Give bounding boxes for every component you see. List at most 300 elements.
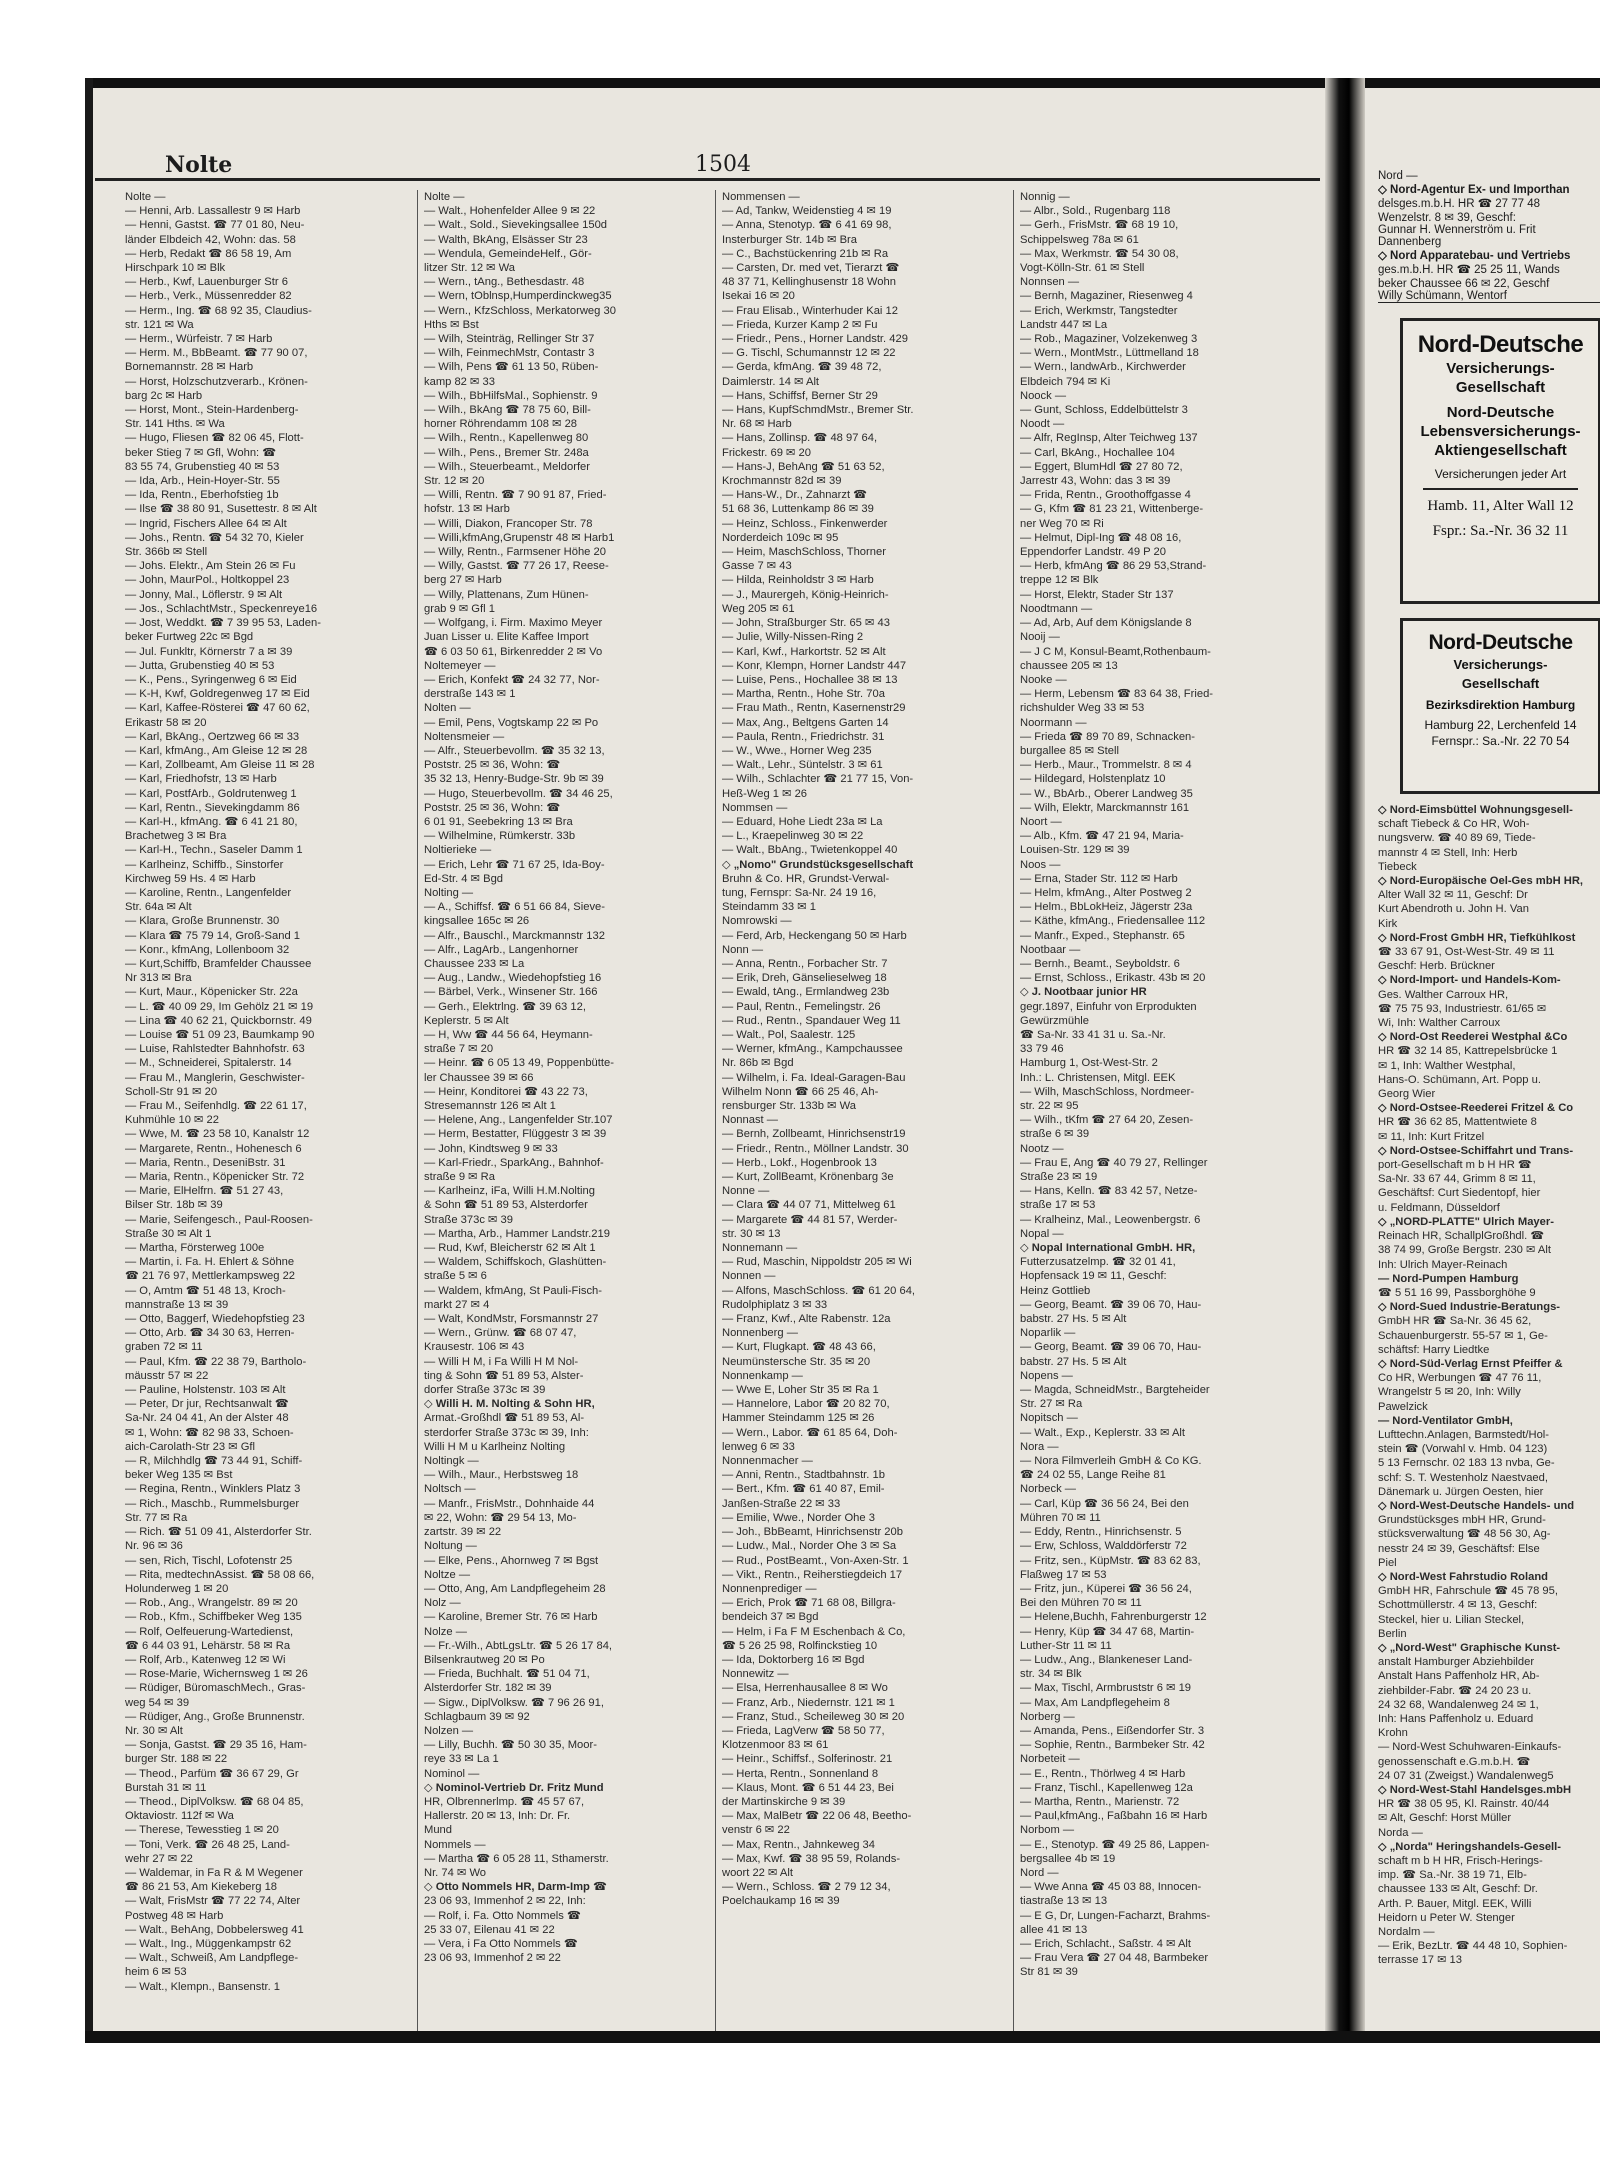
directory-entry: — Frau Math., Rentn, Kasernenstr29 [722, 702, 906, 715]
directory-entry: ◇ Nord-West-Deutsche Handels- und [1378, 1499, 1575, 1512]
directory-entry: — Jost, Weddkt. ☎ 7 39 95 53, Laden- [125, 617, 321, 630]
directory-entry: Nr 313 ✉ Bra [125, 972, 192, 985]
directory-entry: Burstah 31 ✉ 11 [125, 1781, 207, 1794]
directory-entry: — Hans-W., Dr., Zahnarzt ☎ [722, 489, 868, 502]
directory-entry: — Erik, BezLtr. ☎ 44 48 10, Sophien- [1378, 1940, 1568, 1953]
directory-entry: — Theod., Parfüm ☎ 36 67 29, Gr [125, 1767, 299, 1780]
directory-entry: Flaßweg 17 ✉ 53 [1020, 1568, 1107, 1581]
directory-entry: ◇ J. Nootbaar junior HR [1020, 986, 1147, 999]
facing-page-entries [1378, 803, 1600, 1968]
ad-line: Gesellschaft [1455, 379, 1546, 396]
directory-entry: Inh: Hans Paffenholz u. Eduard [1378, 1713, 1534, 1725]
directory-entry: wehr 27 ✉ 22 [125, 1852, 193, 1865]
directory-entry: — Erna, Stader Str. 112 ✉ Harb [1020, 872, 1178, 885]
directory-entry: 6 01 91, Seebekring 13 ✉ Bra [424, 815, 573, 828]
directory-entry: — Karlheinz, iFa, Willi H.M.Nolting [424, 1185, 595, 1198]
directory-entry: Insterburger Str. 14b ✉ Bra [722, 233, 857, 246]
column-3 [715, 190, 990, 2040]
directory-entry: — Joh., BbBeamt, Hinrichsenstr 20b [722, 1526, 903, 1539]
directory-entry: — Ida, Doktorberg 16 ✉ Bgd [722, 1653, 865, 1666]
directory-entry: chaussee 133 ✉ Alt, Geschf: Dr. [1378, 1883, 1538, 1896]
directory-entry: — O, Amtm ☎ 51 48 13, Kroch- [125, 1284, 286, 1297]
directory-entry: Nr. 74 ✉ Wo [424, 1866, 487, 1879]
directory-entry: Postweg 48 ✉ Harb [125, 1909, 224, 1922]
directory-entry: Norderdeich 109c ✉ 95 [722, 531, 839, 544]
directory-entry: Klotzenmoor 83 ✉ 61 [722, 1739, 829, 1752]
directory-entry: — Willi, Diakon, Francoper Str. 78 [424, 517, 593, 530]
directory-entry: — Manfr., Exped., Stephanstr. 65 [1020, 929, 1185, 942]
directory-entry: 38 74 99, Große Bergstr. 230 ✉ Alt [1378, 1244, 1551, 1257]
directory-entry: tiastraße 13 ✉ 13 [1020, 1895, 1108, 1908]
directory-entry: GmbH HR ☎ Sa-Nr. 36 45 62, [1378, 1315, 1532, 1328]
directory-entry: Noltemeyer — [424, 659, 496, 672]
directory-entry: Nonnenberg — [722, 1327, 798, 1340]
directory-entry: — Sonja, Gastst. ☎ 29 35 16, Ham- [125, 1739, 307, 1752]
directory-entry: Gasse 7 ✉ 43 [722, 560, 792, 573]
directory-entry: Bilser Str. 18b ✉ 39 [125, 1199, 223, 1212]
directory-entry: Heinz Gottlieb [1020, 1284, 1091, 1297]
directory-entry: Nolten — [424, 702, 471, 715]
directory-entry: ◇ Nord-Import- und Handels-Kom- [1378, 974, 1561, 987]
directory-entry: woort 22 ✉ Alt [722, 1866, 793, 1879]
directory-entry: — Bert., Kfm. ☎ 61 40 87, Emil- [722, 1483, 885, 1496]
directory-entry: — Heinz, Schloss., Finkenwerder [722, 517, 888, 530]
directory-entry: Steindamm 33 ✉ 1 [722, 901, 816, 914]
directory-entry: — Ewald, tAng., Ermlandweg 23b [722, 986, 890, 999]
directory-entry: Norbom — [1020, 1824, 1075, 1837]
directory-entry: — G. Tischl, Schumannstr 12 ✉ 22 [722, 347, 896, 360]
directory-entry: — Anni, Rentn., Stadtbahnstr. 1b [722, 1469, 885, 1482]
directory-entry: kingsallee 165c ✉ 26 [424, 915, 530, 928]
directory-entry: — Walt., BbAng., Twietenkoppel 40 [722, 844, 898, 857]
directory-entry: Wrangelstr 5 ✉ 20, Inh: Willy [1378, 1386, 1521, 1399]
directory-entry: länder Elbdeich 42, Wohn: das. 58 [125, 233, 296, 246]
directory-entry: — Fritz, sen., KüpMstr. ☎ 83 62 83, [1020, 1554, 1201, 1567]
directory-entry: — Herm., Ing. ☎ 68 92 35, Claudius- [125, 304, 312, 317]
directory-entry: — Alfr., Steuerbevollm. ☎ 35 32 13, [424, 744, 605, 757]
directory-entry: — Clara ☎ 44 07 71, Mittelweg 61 [722, 1199, 896, 1212]
directory-entry: straße 17 ✉ 53 [1020, 1199, 1096, 1212]
running-head-name: Nolte [165, 152, 233, 178]
directory-entry: — Franz, Kwf., Alte Rabenstr. 12a [722, 1313, 891, 1326]
directory-entry: Pawelzick [1378, 1400, 1428, 1413]
directory-entry: derstraße 143 ✉ 1 [424, 688, 516, 701]
directory-entry: Nonn — [722, 943, 764, 956]
directory-entry: — Marie, Seifengesch., Paul-Roosen- [125, 1213, 313, 1226]
directory-entry: Noodt — [1020, 418, 1065, 431]
directory-entry: — Carl, BkAng., Hochallee 104 [1020, 446, 1175, 459]
directory-entry: — Alfr., LagArb., Langenhorner [424, 943, 579, 956]
directory-entry: kamp 82 ✉ 33 [424, 375, 495, 388]
directory-entry: markt 27 ✉ 4 [424, 1298, 490, 1311]
directory-entry: Alsterdorfer Str. 182 ✉ 39 [424, 1682, 552, 1695]
ad-address: Hamburg 22, Lerchenfeld 14 [1424, 718, 1577, 732]
directory-entry: Nootz — [1020, 1142, 1064, 1155]
directory-entry: — Herm., Würfeistr. 7 ✉ Harb [125, 333, 273, 346]
directory-entry: Norbeteit — [1020, 1753, 1080, 1766]
directory-entry: straße 6 ✉ 39 [1020, 1128, 1090, 1141]
directory-entry: ◇ Nord-Ostsee-Schiffahrt und Trans- [1378, 1144, 1574, 1157]
directory-entry: straße 5 ✉ 6 [424, 1270, 487, 1283]
scan-bottom-edge [85, 2031, 1600, 2043]
directory-entry: — Willi,kfmAng,Grupenstr 48 ✉ Harb1 [424, 531, 615, 544]
directory-entry: ✉ 11, Inh: Kurt Fritzel [1378, 1130, 1485, 1143]
directory-entry: stein ☎ (Vorwahl v. Hmb. 04 123) [1378, 1443, 1548, 1456]
directory-entry: — Klaus, Mont. ☎ 6 51 44 23, Bei [722, 1781, 894, 1794]
directory-entry: — Helm, kfmAng., Alter Postweg 2 [1020, 886, 1192, 899]
directory-entry: — Ingrid, Fischers Allee 64 ✉ Alt [125, 517, 287, 530]
directory-entry: bendeich 37 ✉ Bgd [722, 1611, 819, 1624]
directory-entry: — M., Schneiderei, Spitalerstr. 14 [125, 1057, 292, 1070]
directory-entry: — Willy, Plattenans, Zum Hünen- [424, 588, 589, 601]
directory-entry: — Käthe, kfmAng., Friedensallee 112 [1020, 915, 1206, 928]
directory-entry: Nolz — [424, 1597, 461, 1610]
directory-entry: Noparlik — [1020, 1327, 1076, 1340]
directory-entry: Scholl-Str 91 ✉ 20 [125, 1085, 218, 1098]
directory-entry: — Kurt,Schiffb, Bramfelder Chaussee [125, 957, 312, 970]
directory-entry: ◇ „Nord-West" Graphische Kunst- [1378, 1641, 1561, 1654]
directory-entry: 24 07 31 (Zweigst.) Wandalenweg5 [1378, 1769, 1554, 1782]
directory-entry: — Walt., Sold., Sievekingsallee 150d [424, 219, 608, 232]
directory-entry: nungsverw. ☎ 40 89 69, Tiede- [1378, 832, 1536, 845]
directory-entry: — Erich, Werkmstr, Tangstedter [1020, 304, 1178, 317]
directory-entry: Wenzelstr. 8 ✉ 39, Geschf: [1378, 212, 1516, 224]
directory-entry: — Walt., BehAng, Dobbelersweg 41 [125, 1923, 304, 1936]
book-gutter [1325, 78, 1365, 2043]
directory-entry: chaussee 205 ✉ 13 [1020, 659, 1118, 672]
directory-entry: Bornemannstr. 28 ✉ Harb [125, 361, 254, 374]
directory-entry: — Erik, Dreh, Gänselieselweg 18 [722, 972, 887, 985]
directory-entry: Nordalm — [1378, 1926, 1435, 1939]
directory-entry: Schottmüllerstr. 4 ✉ 13, Geschf: [1378, 1599, 1538, 1612]
directory-entry: — Frau M., Seifenhdlg. ☎ 22 61 17, [125, 1100, 307, 1112]
directory-entry: — Karl, PostfArb., Goldrutenweg 1 [125, 787, 297, 800]
directory-entry: — Alfr, RegInsp, Alter Teichweg 137 [1020, 432, 1198, 445]
directory-entry: ◇ Willi H. M. Nolting & Sohn HR, [424, 1398, 595, 1411]
directory-entry: — Jutta, Grubenstieg 40 ✉ 53 [125, 659, 275, 672]
directory-entry: Reinach HR, SchallplGroßhdl. ☎ [1378, 1230, 1545, 1243]
directory-entry: Dannenberg [1378, 236, 1442, 248]
directory-entry: — sen, Rich, Tischl, Lofotenstr 25 [125, 1554, 293, 1567]
directory-entry: — Sigw., DiplVolksw. ☎ 7 96 26 91, [424, 1696, 604, 1709]
directory-entry: — Karl, Kaffee-Rösterei ☎ 47 60 62, [125, 702, 310, 715]
directory-entry: Jarrestr 43, Wohn: das 3 ✉ 39 [1020, 475, 1171, 488]
directory-entry: Norda — [1378, 1826, 1423, 1839]
directory-entry: Str. 77 ✉ Ra [125, 1511, 188, 1524]
directory-entry: venstr 6 ✉ 22 [722, 1824, 790, 1837]
directory-entry: Juan Lisser u. Elite Kaffee Import [424, 631, 589, 644]
directory-entry: Noltsch — [424, 1483, 476, 1496]
directory-entry: Krohn [1378, 1727, 1408, 1740]
directory-entry: — Walt., Hohenfelder Allee 9 ✉ 22 [424, 205, 596, 218]
directory-entry: — Wilhelm, i. Fa. Ideal-Garagen-Bau [722, 1071, 906, 1084]
directory-entry: — Alfons, MaschSchloss. ☎ 61 20 64, [722, 1284, 916, 1297]
directory-entry: ☎ 5 51 16 99, Passborghöhe 9 [1378, 1286, 1536, 1299]
directory-entry: Nord — [1378, 170, 1418, 182]
directory-entry: weg 54 ✉ 39 [125, 1696, 190, 1709]
scan-top-edge [85, 78, 1600, 88]
directory-entry: — Frau E, Ang ☎ 40 79 27, Rellinger [1020, 1156, 1208, 1169]
directory-entry: 25 33 07, Eilenau 41 ✉ 22 [424, 1923, 555, 1936]
directory-entry: ting & Sohn ☎ 51 89 53, Alster- [424, 1369, 584, 1382]
facing-page [1370, 88, 1600, 2043]
directory-entry: Hammer Steindamm 125 ✉ 26 [722, 1412, 875, 1425]
directory-entry: babstr. 27 Hs. 5 ✉ Alt [1020, 1355, 1127, 1368]
directory-entry: — Rolf, Oelfeuerung-Wartedienst, [125, 1625, 294, 1638]
directory-entry: Inh.: L. Christensen, Mitgl. EEK [1020, 1071, 1176, 1084]
directory-entry: Tiebeck [1378, 860, 1417, 873]
directory-entry: — Bernh, Zollbeamt, Hinrichsenstr19 [722, 1128, 906, 1141]
directory-entry: — Heinr, Konditorei ☎ 43 22 73, [424, 1085, 588, 1098]
directory-entry: — Emil, Pens, Vogtskamp 22 ✉ Po [424, 716, 599, 729]
directory-entry: — Fr.-Wilh., AbtLgsLtr. ☎ 5 26 17 84, [424, 1639, 613, 1652]
scan-left-edge [85, 78, 93, 2043]
ad-phone: Fernspr.: Sa.-Nr. 22 70 54 [1431, 734, 1570, 748]
directory-entry: berg 27 ✉ Harb [424, 574, 502, 587]
directory-entry: — Nord-Ventilator GmbH, [1378, 1414, 1513, 1427]
directory-entry: — Luise, Pens., Hochallee 38 ✉ 13 [722, 673, 898, 686]
directory-entry: Neumünstersche Str. 35 ✉ 20 [722, 1355, 871, 1368]
directory-entry: — E G, Dr, Lungen-Facharzt, Brahms- [1020, 1909, 1211, 1922]
directory-entry: Dänemark u. Jürgen Oesten, hier [1378, 1485, 1544, 1498]
directory-entry: — Karl, Rentn., Sievekingdamm 86 [125, 801, 300, 814]
directory-entry: — Otto, Baggerf, Wiedehopfstieg 23 [125, 1313, 305, 1326]
directory-entry: — Willi H M, i Fa Willi H M Nol- [424, 1355, 579, 1368]
directory-entry: — Helene, Ang., Langenfelder Str.107 [424, 1114, 613, 1127]
directory-entry: — Herta, Rentn., Sonnenland 8 [722, 1767, 879, 1780]
directory-entry: — Rich. ☎ 51 09 41, Alsterdorfer Str. [125, 1526, 312, 1539]
directory-entry: — Franz, Arb., Niedernstr. 121 ✉ 1 [722, 1696, 895, 1709]
directory-entry: heim 6 ✉ 53 [125, 1966, 187, 1979]
directory-entry: — Theod., DiplVolksw. ☎ 68 04 85, [125, 1795, 304, 1808]
directory-entry: — Wolfgang, i. Firm. Maximo Meyer [424, 617, 603, 630]
directory-entry: beker Weg 135 ✉ Bst [125, 1469, 233, 1482]
directory-entry: — Franz, Tischl., Kapellenweg 12a [1020, 1781, 1193, 1794]
directory-entry: — Max, Am Landpflegeheim 8 [1020, 1696, 1170, 1709]
directory-entry: ☎ 6 03 50 61, Birkenredder 2 ✉ Vo [424, 645, 603, 658]
directory-entry: — John, Straßburger Str. 65 ✉ 43 [722, 617, 890, 630]
directory-entry: — Nord-West Schuhwaren-Einkaufs- [1378, 1741, 1562, 1754]
directory-entry: beker Chaussee 66 ✉ 22, Geschf [1378, 278, 1550, 290]
directory-entry: — Wilh, MaschSchloss, Nordmeer- [1020, 1085, 1195, 1098]
directory-entry: — Bärbel, Verk., Winsener Str. 166 [424, 986, 598, 999]
directory-entry: Noodtmann — [1020, 602, 1093, 615]
directory-entry: Willi H M u Karlheinz Nolting [424, 1440, 566, 1453]
directory-entry: ◇ Nord-Ost Reederei Westphal &Co [1378, 1031, 1568, 1044]
directory-entry: — Walt., Schweiß, Am Landpflege- [125, 1952, 299, 1965]
directory-entry: Stresemannstr 126 ✉ Alt 1 [424, 1100, 556, 1112]
directory-columns [125, 190, 1320, 2040]
directory-entry: allee 41 ✉ 13 [1020, 1923, 1088, 1936]
directory-entry: Noltung — [424, 1540, 477, 1553]
directory-entry: — Heim, MaschSchloss, Thorner [722, 546, 886, 559]
directory-entry: — Heinr., Schiffsf., Solferinostr. 21 [722, 1753, 893, 1766]
directory-entry: Noock — [1020, 389, 1067, 402]
directory-entry: — Gerh., FrisMstr. ☎ 68 19 10, [1020, 219, 1179, 232]
directory-entry: — Rud, Kwf, Bleicherstr 62 ✉ Alt 1 [424, 1242, 596, 1255]
directory-entry: — W., Wwe., Horner Weg 235 [722, 744, 872, 757]
directory-entry: Kirchweg 59 Hs. 4 ✉ Harb [125, 872, 256, 885]
directory-entry: Mund [424, 1824, 452, 1837]
directory-entry: — Frieda, LagVerw ☎ 58 50 77, [722, 1724, 885, 1737]
directory-entry: — Sophie, Rentn., Barmbeker Str. 42 [1020, 1739, 1205, 1752]
directory-entry: barg 2c ✉ Harb [125, 389, 203, 402]
directory-entry: — Horst, Holzschutzverarb., Krönen- [125, 375, 308, 388]
directory-entry: — Hugo, Fliesen ☎ 82 06 45, Flott- [125, 432, 304, 445]
directory-entry: ◇ Nord-West-Stahl Handelsges.mbH [1378, 1784, 1572, 1797]
column-4 [1013, 190, 1288, 2040]
directory-entry: — Konr, Klempn, Horner Landstr 447 [722, 659, 907, 672]
directory-entry: — Rüdiger, BüromaschMech., Gras- [125, 1682, 306, 1695]
directory-entry: Noltze — [424, 1568, 471, 1581]
directory-entry: — Karl, Friedhofstr, 13 ✉ Harb [125, 773, 277, 786]
directory-entry: Berlin [1378, 1627, 1407, 1640]
directory-entry: Str 81 ✉ 39 [1020, 1966, 1078, 1979]
directory-entry: — Rud, Maschin, Nippoldstr 205 ✉ Wi [722, 1256, 912, 1269]
directory-entry: Luther-Str 11 ✉ 11 [1020, 1639, 1112, 1652]
directory-entry: — Rob., Magaziner, Volzekenweg 3 [1020, 333, 1198, 346]
directory-entry: — Rose-Marie, Wichernsweg 1 ✉ 26 [125, 1668, 308, 1681]
directory-entry: — Helm, i Fa F M Eschenbach & Co, [722, 1625, 906, 1638]
directory-entry: Nonne — [722, 1185, 770, 1198]
directory-entry: Georg Wier [1378, 1088, 1436, 1101]
directory-entry: — Hans, Zollinsp. ☎ 48 97 64, [722, 432, 878, 445]
directory-entry: Nr. 30 ✉ Alt [125, 1724, 183, 1737]
directory-entry: — Herb, Redakt ☎ 86 58 19, Am [125, 247, 292, 260]
directory-entry: — Anna, Stenotyp. ☎ 6 41 69 98, [722, 219, 892, 232]
directory-entry: — Frau M., Manglerin, Geschwister- [125, 1071, 305, 1084]
directory-entry: — Horst, Mont., Stein-Hardenberg- [125, 404, 299, 417]
directory-entry: Str. 141 Hths. ✉ Wa [125, 418, 225, 431]
directory-entry: Daimlerstr. 14 ✉ Alt [722, 375, 820, 388]
directory-entry: — L. ☎ 40 09 29, Im Gehölz 21 ✉ 19 [125, 1000, 314, 1013]
directory-entry: — Max, Werkmstr. ☎ 54 30 08, [1020, 247, 1179, 260]
directory-entry: — Wilh., Maur., Herbstsweg 18 [424, 1469, 579, 1482]
directory-entry: beker Furtweg 22c ✉ Bgd [125, 631, 254, 644]
ad-address: Hamb. 11, Alter Wall 12 [1427, 498, 1574, 514]
page-header [95, 148, 1320, 181]
directory-entry: straße 9 ✉ Ra [424, 1171, 495, 1184]
directory-entry: rensburger Str. 133b ✉ Wa [722, 1100, 856, 1112]
directory-entry: zartstr. 39 ✉ 22 [424, 1526, 502, 1539]
directory-entry: — Peter, Dr jur, Rechtsanwalt ☎ [125, 1398, 289, 1411]
directory-entry: — Lilly, Buchh. ☎ 50 30 35, Moor- [424, 1739, 597, 1752]
directory-entry: Poststr. 25 ✉ 36, Wohn: ☎ [424, 801, 561, 814]
directory-entry: — Walt, FrisMstr ☎ 77 22 74, Alter [125, 1895, 301, 1908]
directory-entry: Noormann — [1020, 716, 1087, 729]
directory-entry: — Ludw., Mal., Norder Ohe 3 ✉ Sa [722, 1540, 897, 1553]
directory-entry: — Rita, medtechnAssist. ☎ 58 08 66, [125, 1568, 315, 1581]
directory-entry: Schippelsweg 78a ✉ 61 [1020, 233, 1139, 246]
directory-entry: Nonnenprediger — [722, 1582, 817, 1595]
directory-entry: ◇ Otto Nommels HR, Darm-Imp ☎ [424, 1881, 607, 1894]
directory-entry: Willy Schümann, Wentorf [1378, 290, 1507, 302]
directory-entry: Nr. 68 ✉ Harb [722, 418, 792, 431]
directory-entry: Rudolphiplatz 3 ✉ 33 [722, 1298, 828, 1311]
directory-entry: — Wilh., Pens., Bremer Str. 248a [424, 446, 589, 459]
directory-entry: — Jul. Funkltr, Körnerstr 7 a ✉ 39 [125, 645, 293, 658]
directory-entry: hofstr. 13 ✉ Harb [424, 503, 510, 516]
directory-entry: — Herb., Maur., Trommelstr. 8 ✉ 4 [1020, 759, 1192, 772]
directory-entry: Brachetweg 3 ✉ Bra [125, 830, 227, 843]
directory-entry: — Willy, Rentn., Farmsener Höhe 20 [424, 546, 606, 559]
directory-entry: — Eduard, Hohe Liedt 23a ✉ La [722, 815, 883, 828]
directory-entry: — Maria, Rentn., Köpenicker Str. 72 [125, 1171, 305, 1184]
directory-entry: — Fritz, jun., Küperei ☎ 36 56 24, [1020, 1582, 1192, 1595]
directory-entry: Nopal — [1020, 1227, 1064, 1240]
directory-entry: — Wilh, FeinmechMstr, Contastr 3 [424, 347, 595, 360]
directory-entry: — Max, MalBetr ☎ 22 06 48, Beetho- [722, 1810, 912, 1823]
directory-entry: — Max, Kwf. ☎ 38 95 59, Rolands- [722, 1852, 901, 1865]
directory-entry: — Hans-J, BehAng ☎ 51 63 52, [722, 460, 885, 473]
directory-entry: genossenschaft e.G.m.b.H. ☎ [1378, 1755, 1531, 1768]
directory-entry: GmbH HR, Fahrschule ☎ 45 78 95, [1378, 1585, 1558, 1598]
directory-entry: Nolzen — [424, 1724, 474, 1737]
directory-entry: — E., Stenotyp. ☎ 49 25 86, Lappen- [1020, 1838, 1210, 1851]
directory-entry: port-Gesellschaft m b H HR ☎ [1378, 1159, 1532, 1172]
directory-entry: Hopfensack 19 ✉ 11, Geschf: [1020, 1270, 1167, 1283]
directory-entry: Co HR, Werbungen ☎ 47 76 11, [1378, 1372, 1542, 1385]
directory-entry: Heidorn u Peter W. Stenger [1378, 1911, 1515, 1924]
directory-entry: Str. 64a ✉ Alt [125, 901, 192, 914]
directory-entry: — Wilh., Steuerbeamt., Meldorfer [424, 460, 591, 473]
directory-entry: Hths ✉ Bst [424, 318, 479, 331]
directory-entry: — Wwe Anna ☎ 45 03 88, Innocen- [1020, 1881, 1202, 1894]
directory-entry: delsges.m.b.H. HR ☎ 27 77 48 [1378, 198, 1540, 210]
directory-entry: — Luise, Rahlstedter Bahnhofstr. 63 [125, 1043, 305, 1056]
directory-entry: — E., Rentn., Thörlweg 4 ✉ Harb [1020, 1767, 1186, 1780]
directory-entry: Hans-O. Schümann, Art. Popp u. [1378, 1073, 1541, 1086]
directory-entry: Inh: Ulrich Mayer-Reinach [1378, 1258, 1508, 1271]
directory-entry: — Eddy, Rentn., Hinrichsenstr. 5 [1020, 1526, 1182, 1539]
directory-entry: — Frida, Rentn., Groothoffgasse 4 [1020, 489, 1191, 502]
directory-entry: — Frieda, Kurzer Kamp 2 ✉ Fu [722, 318, 878, 331]
directory-entry: 33 79 46 [1020, 1043, 1064, 1056]
directory-entry: Nora — [1020, 1440, 1059, 1453]
directory-entry: Nonnsen — [1020, 276, 1080, 289]
page-number: 1504 [695, 152, 751, 177]
directory-entry: — Wern., Grünw. ☎ 68 07 47, [424, 1327, 577, 1340]
directory-entry: — Karl, Kwf., Harkortstr. 52 ✉ Alt [722, 645, 886, 658]
directory-entry: 5 13 Fernschr. 02 183 13 nvba, Ge- [1378, 1457, 1555, 1470]
directory-entry: — Wendula, GemeindeHelf., Gör- [424, 247, 592, 260]
directory-entry: Frickestr. 69 ✉ 20 [722, 446, 811, 459]
directory-entry: Arth. P. Bauer, Mitgl. EEK, Willi [1378, 1897, 1532, 1910]
directory-entry: 23 06 93, Immenhof 2 ✉ 22 [424, 1952, 561, 1965]
directory-entry: ◇ „NORD-PLATTE" Ulrich Mayer- [1378, 1215, 1554, 1228]
directory-entry: ◇ Nord Apparatebau- und Vertriebs [1378, 250, 1571, 262]
directory-entry: ☎ 6 44 03 91, Lehärstr. 58 ✉ Ra [125, 1639, 291, 1652]
directory-entry: Schlagbaum 39 ✉ 92 [424, 1710, 530, 1723]
directory-entry: nesstr 24 ✉ 39, Geschäftsf: Else [1378, 1542, 1540, 1555]
ad-title: Nord-Deutsche [1428, 631, 1573, 654]
directory-entry: sterdorfer Straße 373c ✉ 39, Inh: [424, 1426, 589, 1439]
directory-entry: str. 22 ✉ 95 [1020, 1100, 1079, 1112]
directory-entry: ner Weg 70 ✉ Ri [1020, 517, 1104, 530]
directory-entry: — Marie, ElHelfrn. ☎ 51 27 43, [125, 1185, 284, 1198]
directory-entry: — Carsten, Dr. med vet, Tierarzt ☎ [722, 262, 900, 275]
directory-entry: — Wilh, Elektr, Marckmannstr 161 [1020, 801, 1190, 814]
directory-entry: — Pauline, Holstenstr. 103 ✉ Alt [125, 1384, 286, 1397]
directory-entry: — R, Milchhdlg ☎ 73 44 91, Schiff- [125, 1455, 303, 1468]
directory-entry: — Wern., landwArb., Kirchwerder [1020, 361, 1186, 374]
directory-entry: Str. 366b ✉ Stell [125, 546, 208, 559]
directory-entry: — Emilie, Wwe., Norder Ohe 3 [722, 1511, 875, 1524]
directory-entry: — Lina ☎ 40 62 21, Quickbornstr. 49 [125, 1014, 312, 1027]
directory-entry: ges.m.b.H. HR ☎ 25 25 11, Wands [1378, 264, 1560, 276]
directory-entry: — Martha, Försterweg 100e [125, 1242, 265, 1255]
directory-entry: Bruhn & Co. HR, Grundst-Verwal- [722, 872, 890, 885]
